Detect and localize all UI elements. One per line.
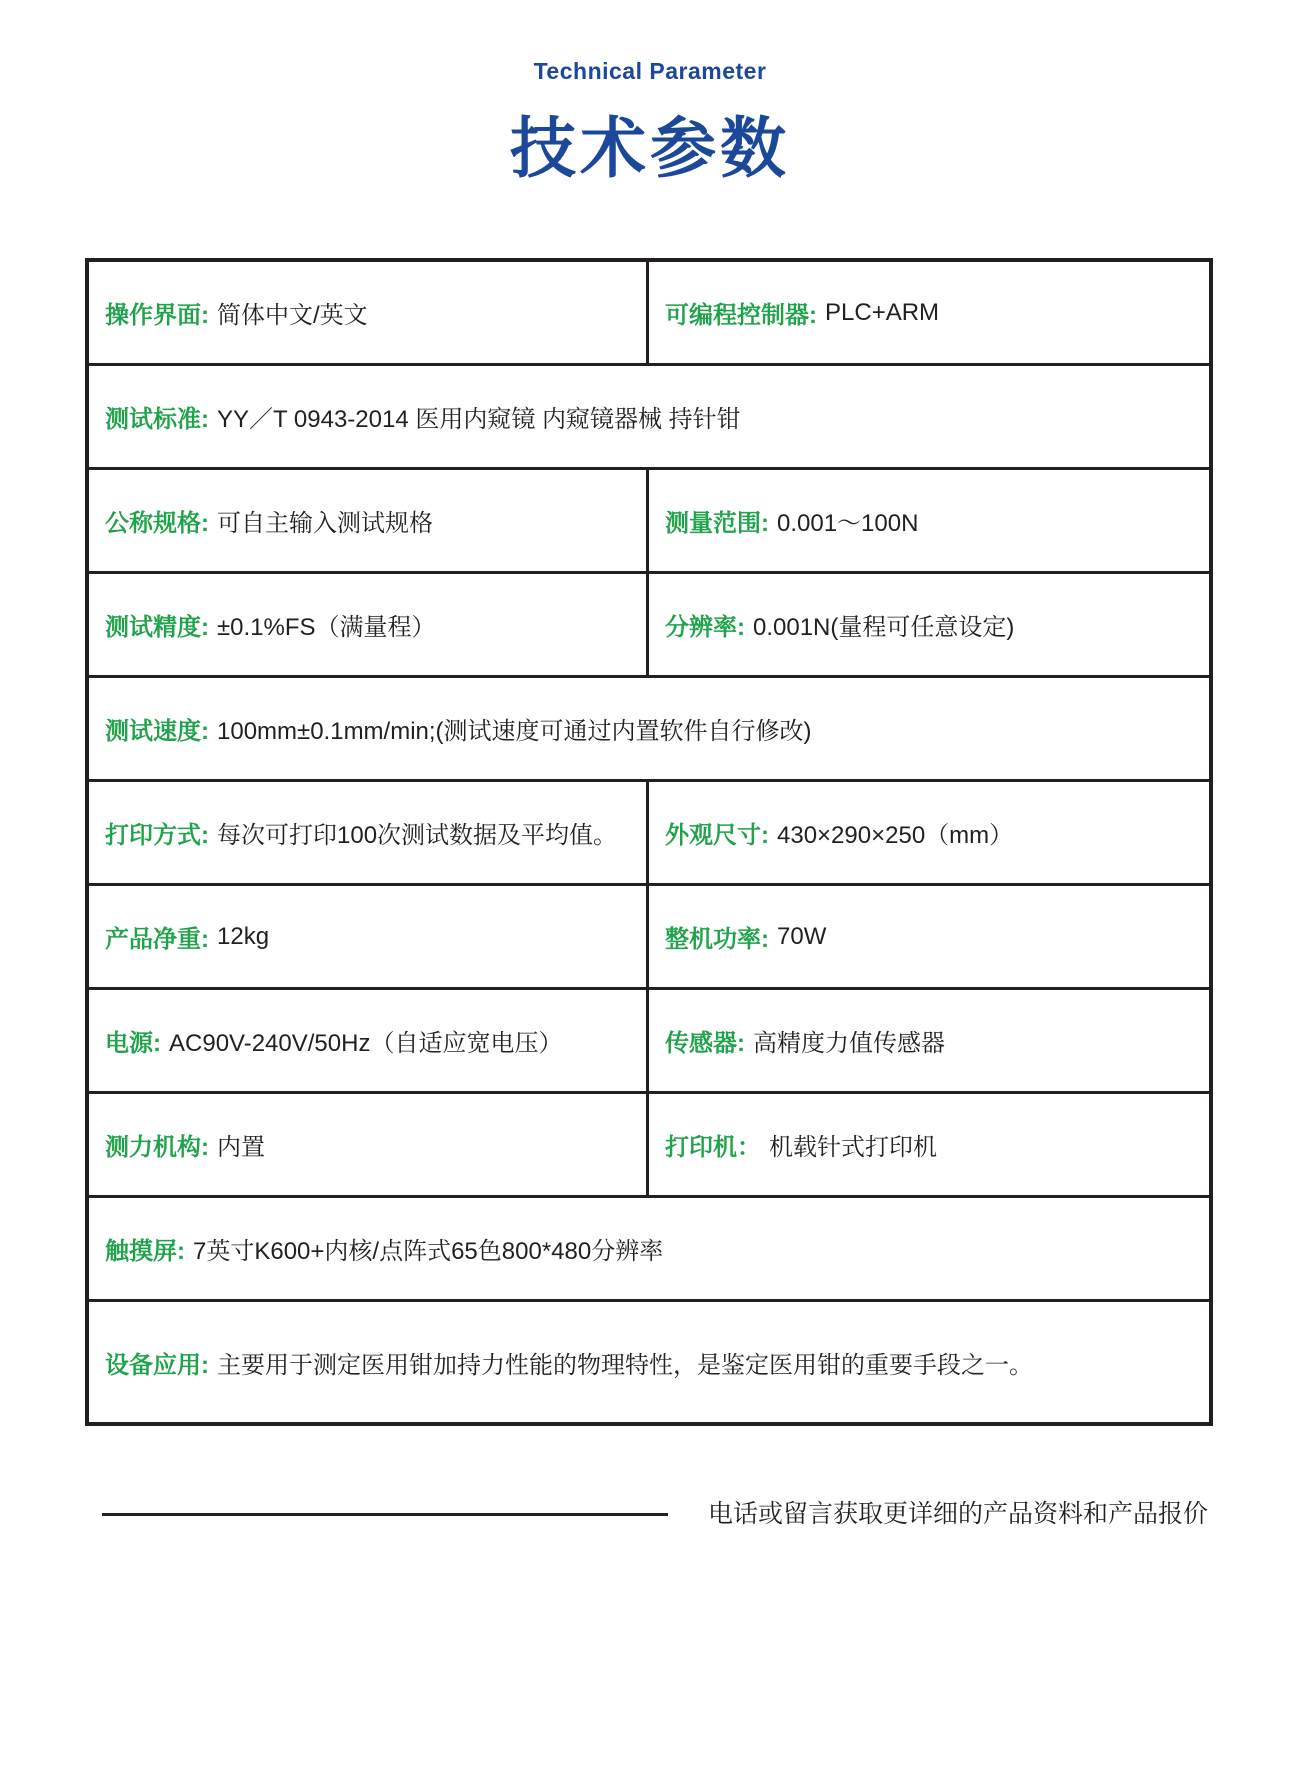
table-row bbox=[89, 886, 1209, 990]
spec-cell-touchscreen bbox=[89, 1198, 1209, 1299]
table-row bbox=[89, 262, 1209, 366]
spec-label: 测试标准: bbox=[105, 406, 209, 433]
spec-value: ±0.1%FS（满量程） bbox=[217, 614, 436, 641]
spec-label: 分辨率: bbox=[665, 614, 745, 641]
spec-label: 测量范围: bbox=[665, 510, 769, 537]
spec-label: 测力机构: bbox=[105, 1134, 209, 1161]
spec-value: 0.001～100N bbox=[777, 510, 919, 537]
spec-cell-sensor bbox=[649, 990, 1209, 1091]
spec-cell-application bbox=[89, 1302, 1209, 1422]
spec-label: 外观尺寸: bbox=[665, 822, 769, 849]
spec-label: 操作界面: bbox=[105, 302, 209, 329]
spec-value: 简体中文/英文 bbox=[217, 302, 368, 329]
footer-divider-line bbox=[102, 1513, 668, 1516]
spec-cell-power-supply bbox=[89, 990, 649, 1091]
spec-value: 可自主输入测试规格 bbox=[217, 510, 433, 537]
spec-label: 公称规格: bbox=[105, 510, 209, 537]
spec-value: 70W bbox=[777, 922, 827, 950]
spec-label: 打印方式: bbox=[105, 822, 209, 849]
page-header bbox=[0, 0, 1300, 190]
spec-cell-nominal-spec bbox=[89, 470, 649, 571]
spec-cell-net-weight bbox=[89, 886, 649, 987]
table-row bbox=[89, 1198, 1209, 1302]
spec-value: 7英寸K600+内核/点阵式65色800*480分辨率 bbox=[193, 1238, 664, 1265]
page-subtitle-en: Technical Parameter bbox=[533, 58, 767, 84]
spec-value: AC90V-240V/50Hz（自适应宽电压） bbox=[169, 1030, 563, 1057]
spec-value: 高精度力值传感器 bbox=[753, 1030, 945, 1057]
spec-label: 打印机： bbox=[665, 1134, 761, 1161]
spec-cell-test-standard bbox=[89, 366, 1209, 467]
spec-label: 产品净重: bbox=[105, 926, 209, 953]
spec-cell-resolution bbox=[649, 574, 1209, 675]
spec-label: 传感器: bbox=[665, 1030, 745, 1057]
spec-value: 12kg bbox=[217, 922, 270, 950]
spec-value: 内置 bbox=[217, 1134, 265, 1161]
spec-label: 触摸屏: bbox=[105, 1238, 185, 1265]
table-row bbox=[89, 470, 1209, 574]
spec-value: PLC+ARM bbox=[825, 298, 940, 326]
table-row bbox=[89, 1094, 1209, 1198]
spec-value: YY／T 0943-2014 医用内窥镜 内窥镜器械 持针钳 bbox=[217, 406, 741, 433]
spec-cell-force-mechanism bbox=[89, 1094, 649, 1195]
spec-label: 整机功率: bbox=[665, 926, 769, 953]
page-title: 技术参数 bbox=[510, 111, 790, 185]
spec-cell-print-mode bbox=[89, 782, 649, 883]
table-row bbox=[89, 782, 1209, 886]
table-row bbox=[89, 990, 1209, 1094]
spec-label: 设备应用: bbox=[105, 1351, 209, 1379]
spec-cell-dimensions bbox=[649, 782, 1209, 883]
spec-cell-measure-range bbox=[649, 470, 1209, 571]
spec-label: 电源: bbox=[105, 1030, 161, 1057]
spec-cell-operation-interface bbox=[89, 262, 649, 363]
spec-value: 430×290×250（mm） bbox=[777, 822, 1014, 849]
spec-cell-controller bbox=[649, 262, 1209, 363]
spec-value: 0.001N(量程可任意设定) bbox=[753, 614, 1015, 641]
spec-cell-test-accuracy bbox=[89, 574, 649, 675]
table-row bbox=[89, 366, 1209, 470]
spec-label: 可编程控制器: bbox=[665, 302, 817, 329]
spec-table bbox=[85, 258, 1213, 1426]
spec-value: 机载针式打印机 bbox=[769, 1134, 937, 1161]
table-row bbox=[89, 1302, 1209, 1422]
spec-value: 主要用于测定医用钳加持力性能的物理特性，是鉴定医用钳的重要手段之一。 bbox=[217, 1351, 1033, 1379]
spec-cell-test-speed bbox=[89, 678, 1209, 779]
table-row bbox=[89, 574, 1209, 678]
spec-cell-power-rating bbox=[649, 886, 1209, 987]
table-row bbox=[89, 678, 1209, 782]
spec-cell-printer bbox=[649, 1094, 1209, 1195]
spec-value: 100mm±0.1mm/min;(测试速度可通过内置软件自行修改) bbox=[217, 718, 812, 745]
spec-value: 每次可打印100次测试数据及平均值。 bbox=[217, 822, 618, 849]
spec-label: 测试速度: bbox=[105, 718, 209, 745]
footer-contact-note: 电话或留言获取更详细的产品资料和产品报价 bbox=[707, 1500, 1208, 1528]
spec-label: 测试精度: bbox=[105, 614, 209, 641]
